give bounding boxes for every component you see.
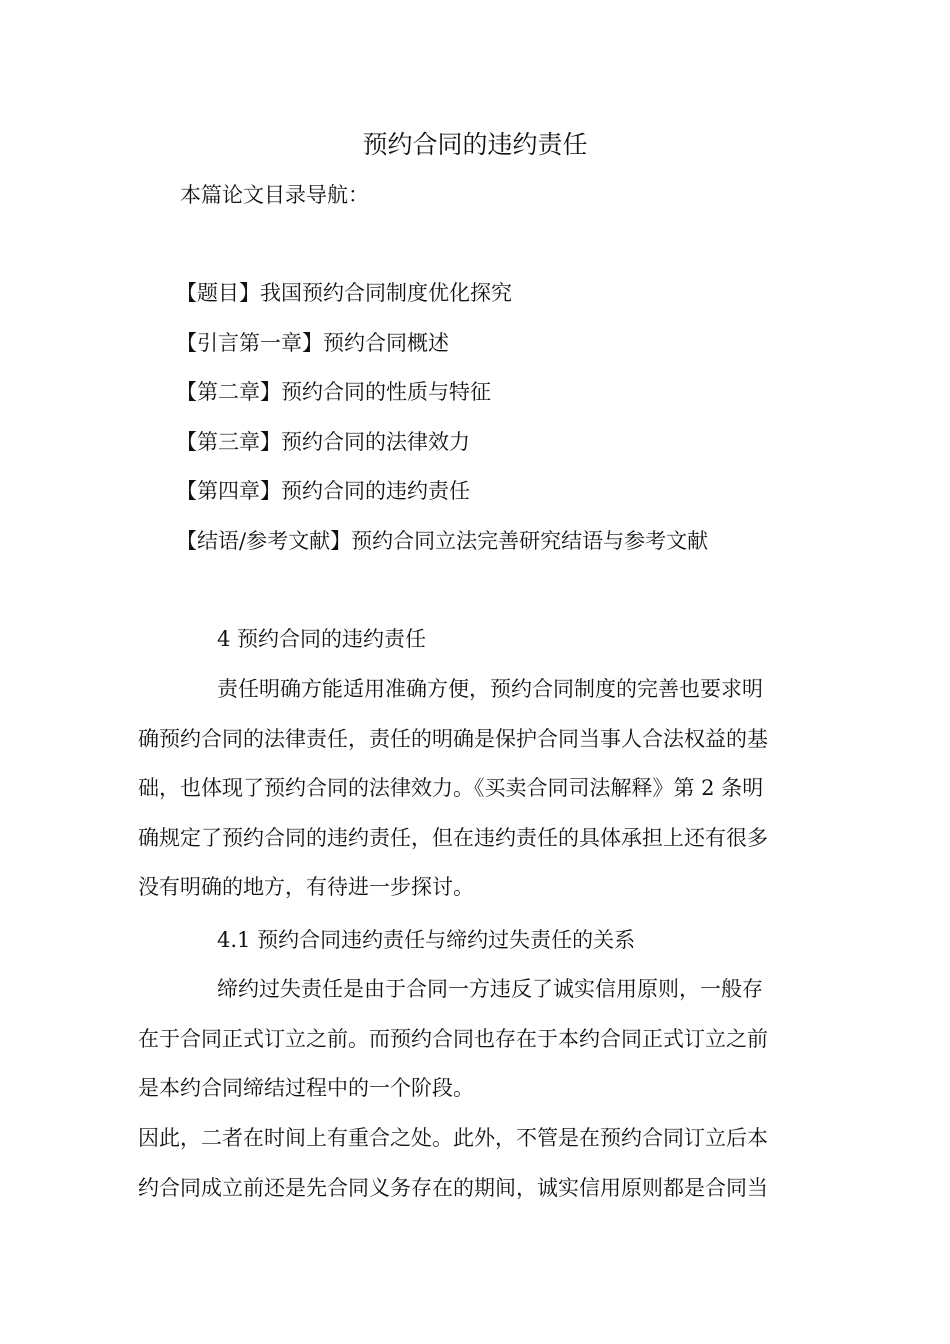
paragraph-line: 缔约过失责任是由于合同一方违反了诚实信用原则，一般存 <box>217 977 763 1001</box>
section-heading: 4 预约合同的违约责任 <box>217 627 427 651</box>
toc-item-chapter-4[interactable]: 【第四章】预约合同的违约责任 <box>176 479 470 504</box>
toc-heading: 本篇论文目录导航： <box>180 183 369 207</box>
table-of-contents <box>176 276 708 574</box>
page-title: 预约合同的违约责任 <box>362 130 588 159</box>
paragraph-line: 确规定了预约合同的违约责任，但在违约责任的具体承担上还有很多 <box>138 825 768 850</box>
paragraph-line: 础，也体现了预约合同的法律效力。《买卖合同司法解释》第 2 条明 <box>138 776 764 801</box>
paragraph-line: 确预约合同的法律责任，责任的明确是保护合同当事人合法权益的基 <box>138 726 768 751</box>
toc-item-conclusion[interactable]: 【结语/参考文献】预约合同立法完善研究结语与参考文献 <box>176 528 709 553</box>
paragraph <box>138 965 810 1114</box>
toc-item-chapter-2[interactable]: 【第二章】预约合同的性质与特征 <box>176 380 491 405</box>
paragraph-line: 约合同成立前还是先合同义务存在的期间，诚实信用原则都是合同当 <box>138 1175 768 1200</box>
paragraph-line: 责任明确方能适用准确方便，预约合同制度的完善也要求明 <box>217 677 763 701</box>
paragraph <box>138 1114 810 1213</box>
subsection-heading: 4.1 预约合同违约责任与缔约过失责任的关系 <box>217 928 636 952</box>
toc-item-chapter-1[interactable]: 【引言第一章】预约合同概述 <box>176 330 449 355</box>
paragraph-line: 在于合同正式订立之前。而预约合同也存在于本约合同正式订立之前 <box>138 1026 768 1051</box>
paragraph <box>138 665 810 913</box>
toc-item-chapter-3[interactable]: 【第三章】预约合同的法律效力 <box>176 429 470 454</box>
toc-item-title[interactable]: 【题目】我国预约合同制度优化探究 <box>176 281 512 305</box>
paragraph-line: 是本约合同缔结过程中的一个阶段。 <box>138 1076 474 1101</box>
paragraph-line: 没有明确的地方，有待进一步探讨。 <box>138 875 474 900</box>
paragraph-line: 因此，二者在时间上有重合之处。此外，不管是在预约合同订立后本 <box>138 1126 768 1150</box>
